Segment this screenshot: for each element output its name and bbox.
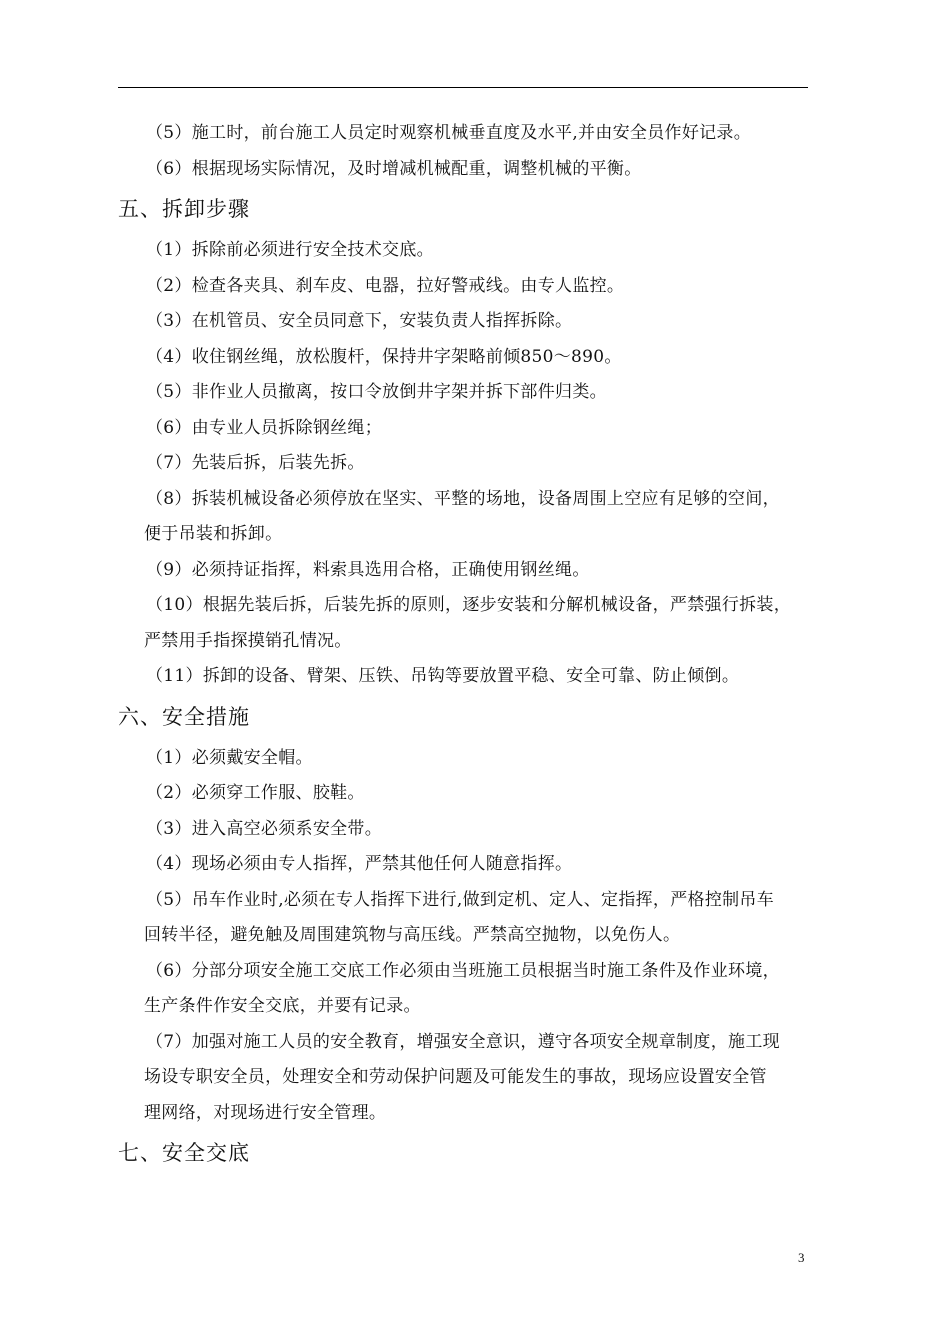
list-item-text: （5）施工时，前台施工人员定时观察机械垂直度及水平,并由安全员作好记录。	[146, 123, 752, 143]
list-item-text: （6）根据现场实际情况，及时增减机械配重，调整机械的平衡。	[146, 158, 642, 179]
list-item	[118, 375, 834, 411]
list-item	[118, 269, 834, 305]
list-item	[118, 812, 834, 848]
list-item-text: （7）加强对施工人员的安全教育，增强安全意识，遵守各项安全规章制度，施工现	[146, 1031, 780, 1052]
list-item-continuation: 理网络，对现场进行安全管理。	[144, 1102, 387, 1123]
list-item	[118, 847, 834, 883]
document-body	[118, 116, 834, 1177]
section-heading: 六、安全措施	[118, 704, 250, 729]
header-rule	[118, 87, 808, 88]
section-heading: 五、拆卸步骤	[118, 197, 250, 221]
page-number: 3	[798, 1250, 805, 1265]
section-heading: 七、安全交底	[118, 1141, 250, 1165]
list-item-text: （1）必须戴安全帽。	[146, 747, 313, 768]
list-item-text: （6）由专业人员拆除钢丝绳；	[146, 417, 383, 438]
list-item	[118, 340, 834, 376]
list-item	[118, 482, 834, 553]
list-item-text: （9）必须持证指挥，料索具选用合格，正确使用钢丝绳。	[146, 559, 590, 580]
list-item-continuation: 场设专职安全员，处理安全和劳动保护问题及可能发生的事故，现场应设置安全管	[144, 1067, 767, 1087]
list-item-text: （10）根据先装后拆，后装先拆的原则，逐步安装和分解机械设备，严禁强行拆装，	[146, 595, 792, 615]
list-item	[118, 1025, 834, 1132]
list-item	[118, 659, 834, 695]
list-item	[118, 741, 834, 777]
list-item	[118, 411, 834, 447]
list-item	[118, 588, 834, 659]
list-item-text: （4）收住钢丝绳，放松腹杆，保持井字架略前倾850～890。	[146, 346, 622, 367]
list-item-text: （6）分部分项安全施工交底工作必须由当班施工员根据当时施工条件及作业环境，	[146, 960, 780, 981]
list-item-text: （3）进入高空必须系安全带。	[146, 818, 383, 839]
list-item	[118, 233, 834, 269]
list-item-text: （4）现场必须由专人指挥，严禁其他任何人随意指挥。	[146, 854, 573, 874]
list-item-text: （8）拆装机械设备必须停放在坚实、平整的场地，设备周围上空应有足够的空间，	[146, 488, 780, 509]
list-item	[118, 116, 834, 152]
list-item-text: （5）吊车作业时,必须在专人指挥下进行,做到定机、定人、定指挥，严格控制吊车	[146, 889, 775, 910]
list-item-text: （1）拆除前必须进行安全技术交底。	[146, 240, 434, 260]
list-item	[118, 883, 834, 954]
list-item-continuation: 回转半径，避免触及周围建筑物与高压线。严禁高空抛物，以免伤人。	[144, 925, 681, 945]
list-item	[118, 553, 834, 589]
list-item-continuation: 生产条件作安全交底，并要有记录。	[144, 996, 421, 1016]
list-item	[118, 776, 834, 812]
list-item-text: （3）在机管员、安全员同意下，安装负责人指挥拆除。	[146, 311, 573, 331]
list-item-text: （11）拆卸的设备、臂架、压铁、吊钩等要放置平稳、安全可靠、防止倾倒。	[146, 666, 740, 686]
list-item-continuation: 便于吊装和拆卸。	[144, 524, 283, 544]
list-item	[118, 304, 834, 340]
list-item-text: （2）必须穿工作服、胶鞋。	[146, 783, 365, 803]
list-item	[118, 446, 834, 482]
list-item	[118, 954, 834, 1025]
list-item-continuation: 严禁用手指探摸销孔情况。	[144, 630, 352, 651]
list-item-text: （7）先装后拆，后装先拆。	[146, 453, 365, 473]
list-item-text: （5）非作业人员撤离，按口令放倒井字架并拆下部件归类。	[146, 382, 607, 402]
list-item-text: （2）检查各夹具、刹车皮、电器，拉好警戒线。由专人监控。	[146, 275, 625, 296]
list-item	[118, 152, 834, 188]
